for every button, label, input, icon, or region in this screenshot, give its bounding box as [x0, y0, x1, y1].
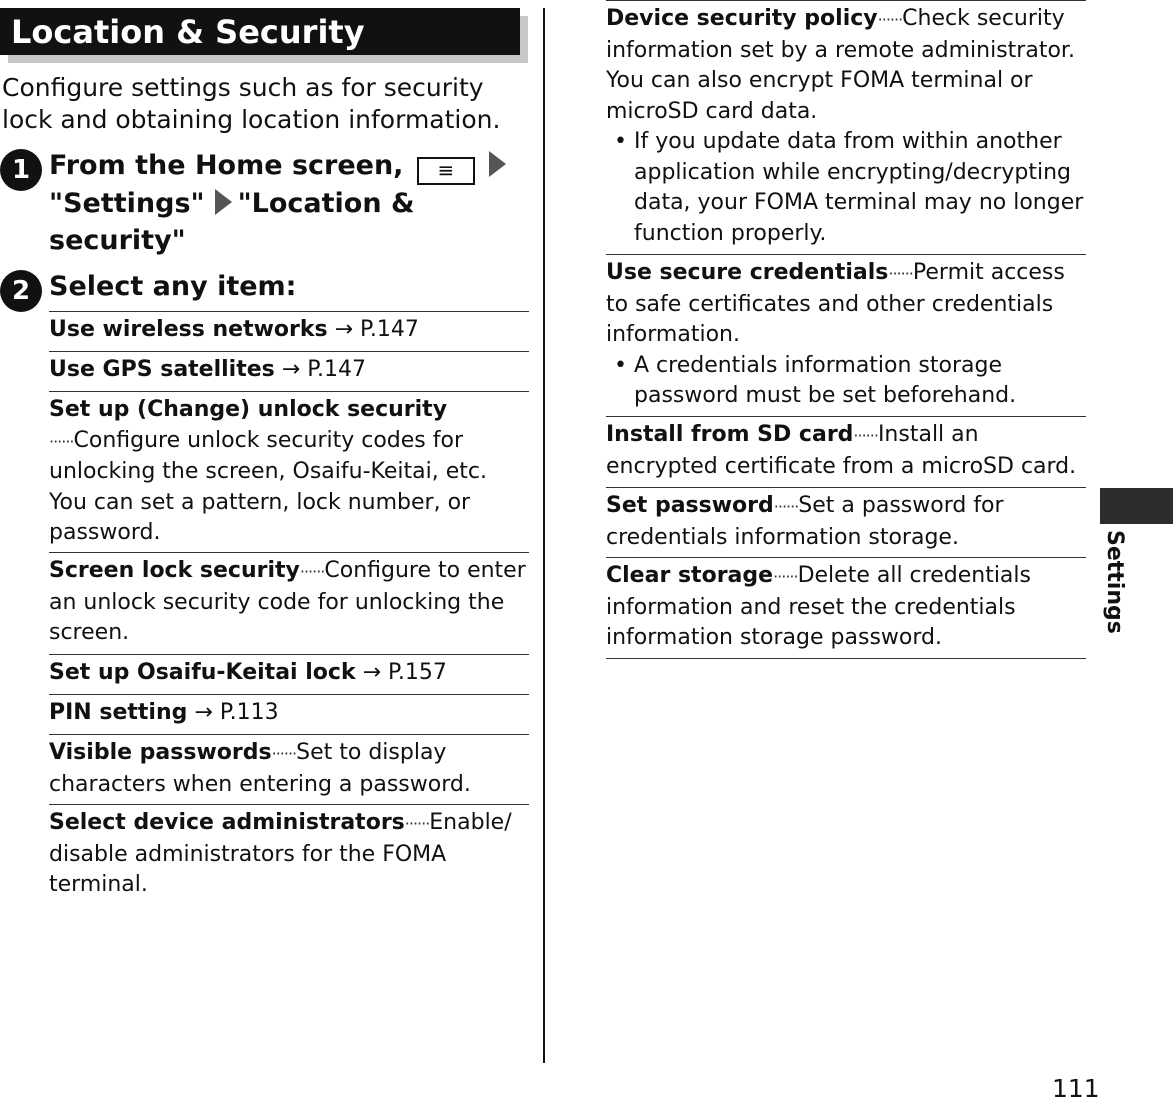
step-1 — [0, 147, 532, 262]
item-note: • If you update data from within another application while encrypting/decrypting data, your FOMA terminal may no longer function properly. — [606, 127, 1086, 249]
step-2 — [0, 268, 532, 312]
leader-dots: ······ — [877, 10, 903, 29]
item-description: Permit access to safe certificates and other credentials information. — [606, 260, 1065, 347]
arrow-right-icon — [215, 189, 232, 215]
step-1-text — [49, 147, 529, 259]
step-1-part1: From the Home screen, — [49, 150, 404, 181]
list-item — [49, 311, 529, 351]
list-item — [49, 391, 529, 552]
item-term: Use GPS satellites — [49, 357, 275, 382]
item-term: Use secure credentials — [606, 260, 889, 285]
leader-dots: ······ — [853, 426, 878, 445]
intro-text: Configure settings such as for security lock and obtaining location information. — [2, 73, 501, 134]
leader-dots: ······ — [773, 567, 798, 586]
item-description: Enable/ disable administrators for the FOMA terminal. — [49, 810, 512, 897]
section-index-label: Settings — [1102, 530, 1127, 634]
item-term: Install from SD card — [606, 422, 854, 447]
item-description: Set to display characters when entering a password. — [49, 740, 471, 797]
leader-dots: ······ — [404, 814, 430, 833]
list-item — [49, 552, 529, 654]
item-description: Set a password for credentials information storage. — [606, 493, 1004, 550]
list-item — [49, 694, 529, 734]
page-reference: → P.157 — [362, 660, 447, 685]
step-2-text: Select any item: — [49, 271, 297, 302]
item-term: Visible passwords — [49, 740, 272, 765]
step-1-part3: "Location & security" — [49, 188, 415, 256]
list-item — [606, 557, 1086, 659]
item-term: PIN setting — [49, 700, 188, 725]
page-number: 111 — [1052, 1074, 1100, 1103]
arrow-right-icon — [489, 151, 506, 177]
item-term: Clear storage — [606, 563, 774, 588]
item-term: Device security policy — [606, 6, 878, 31]
list-item — [606, 416, 1086, 487]
page-reference: → P.147 — [281, 357, 367, 382]
item-term: Use wireless networks — [49, 317, 328, 342]
item-term: Set up (Change) unlock security — [49, 397, 448, 422]
list-item — [49, 734, 529, 804]
list-item — [49, 654, 529, 694]
list-end-rule — [606, 658, 1086, 659]
list-item — [606, 0, 1086, 254]
list-item — [49, 351, 529, 391]
leader-dots: ······ — [888, 264, 913, 283]
page-title: Location & Security — [11, 13, 365, 51]
leader-dots: ······ — [271, 744, 297, 763]
section-index-tab — [1100, 488, 1173, 524]
leader-dots: ······ — [773, 497, 799, 516]
list-item — [606, 487, 1086, 557]
item-description: Install an encrypted certificate from a microSD card. — [606, 422, 1077, 479]
leader-dots: ······ — [299, 562, 325, 581]
column-divider — [543, 8, 545, 1063]
page-reference: → P.147 — [334, 317, 419, 342]
section-title-bar — [0, 8, 520, 55]
page-reference: → P.113 — [194, 700, 279, 725]
step-2-number: 2 — [0, 270, 42, 312]
list-item — [606, 254, 1086, 416]
step-1-number: 1 — [0, 149, 42, 191]
menu-key-icon: ≡ — [417, 157, 475, 185]
item-description: Delete all credentials information and reset the credentials information storage password. — [606, 563, 1031, 650]
item-term: Set up Osaifu-Keitai lock — [49, 660, 356, 685]
item-term: Select device administrators — [49, 810, 405, 835]
item-description: Configure unlock security codes for unlocking the screen, Osaifu-Keitai, etc. You can set a pattern, lock number, or password. — [49, 427, 487, 545]
list-item — [49, 804, 529, 904]
item-term: Set password — [606, 493, 774, 518]
step-1-part2: "Settings" — [49, 188, 205, 219]
item-description: Configure to enter an unlock security code for unlocking the screen. — [49, 558, 526, 645]
item-description: Check security information set by a remote administrator. You can also encrypt FOMA terminal or microSD card data. — [606, 6, 1075, 124]
leader-dots: ······ — [49, 431, 74, 451]
item-note: • A credentials information storage password must be set beforehand. — [606, 351, 1086, 412]
item-term: Screen lock security — [49, 558, 300, 583]
